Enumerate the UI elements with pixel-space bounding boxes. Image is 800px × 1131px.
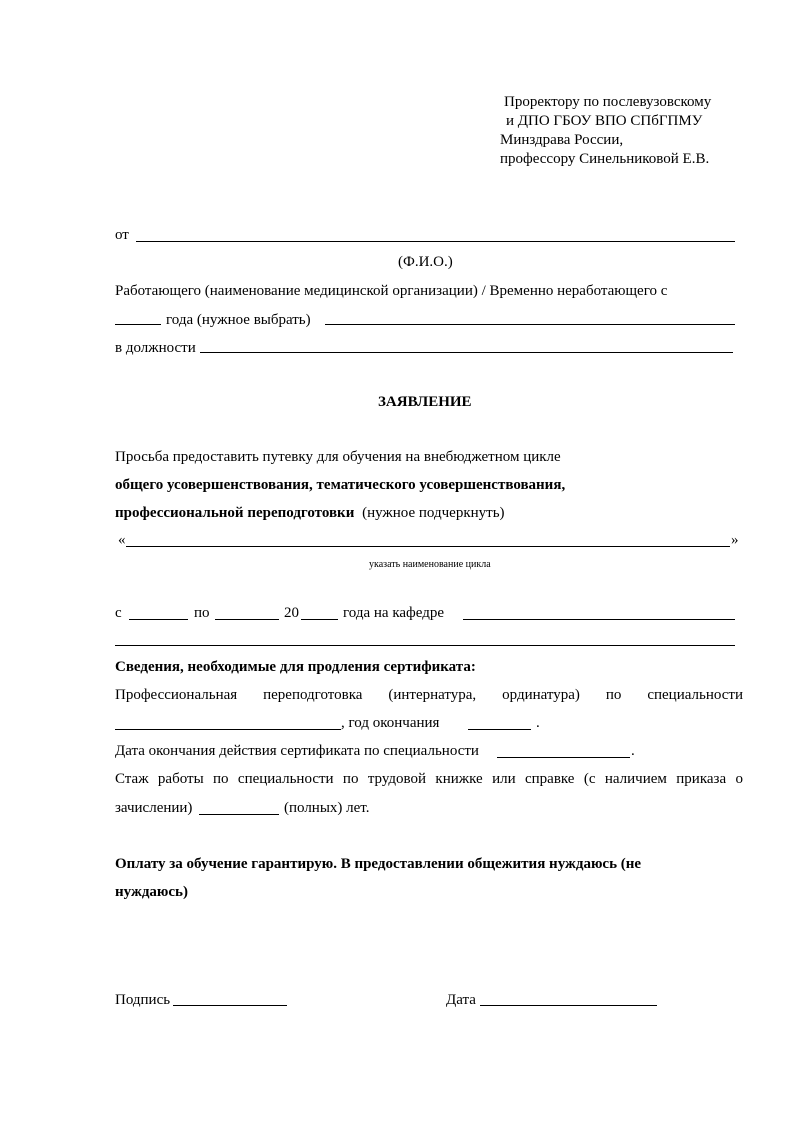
graduation-year-field[interactable] bbox=[468, 729, 531, 730]
year-suffix-field[interactable] bbox=[301, 619, 338, 620]
fio-field[interactable] bbox=[136, 241, 735, 242]
request-line-1: Просьба предоставить путевку для обучения на внебюджетном цикле bbox=[115, 449, 561, 465]
department-field[interactable] bbox=[463, 619, 735, 620]
quote-open: « bbox=[118, 532, 126, 548]
work-status-line: Работающего (наименование медицинской организации) / Временно неработающего с bbox=[115, 283, 668, 299]
request-line-3 bbox=[115, 504, 505, 523]
date-from-field[interactable] bbox=[129, 619, 188, 620]
retraining-line: Профессиональная переподготовка (интернатура, ординатура) по специальности bbox=[115, 687, 743, 703]
cycle-name-field[interactable] bbox=[126, 546, 730, 547]
underline-note: (нужное подчеркнуть) bbox=[362, 505, 505, 521]
date-from-label: с bbox=[115, 605, 122, 621]
position-label: в должности bbox=[115, 340, 196, 356]
expiry-date-field[interactable] bbox=[497, 757, 630, 758]
retraining-option: профессиональной переподготовки bbox=[115, 505, 355, 521]
fio-caption: (Ф.И.О.) bbox=[398, 254, 453, 270]
experience-line: Стаж работы по специальности по трудовой книжке или справке (с наличием приказа о bbox=[115, 771, 743, 787]
request-line-2: общего усовершенствования, тематического усовершенствования, bbox=[115, 477, 566, 493]
quote-close: » bbox=[731, 532, 739, 548]
graduation-period: . bbox=[536, 715, 540, 731]
years-label: (полных) лет. bbox=[284, 800, 370, 816]
organization-field[interactable] bbox=[325, 324, 735, 325]
guarantee-line-2: нуждаюсь) bbox=[115, 884, 188, 900]
signature-field[interactable] bbox=[173, 1005, 287, 1006]
cycle-caption: указать наименование цикла bbox=[369, 559, 491, 570]
addressee-line-4: профессору Синельниковой Е.В. bbox=[500, 151, 710, 167]
from-label: от bbox=[115, 227, 129, 243]
addressee-block bbox=[500, 93, 750, 169]
specialty-field[interactable] bbox=[115, 729, 341, 730]
addressee-line-2: и ДПО ГБОУ ВПО СПбГПМУ bbox=[506, 113, 703, 129]
signature-label: Подпись bbox=[115, 992, 171, 1008]
date-field[interactable] bbox=[480, 1005, 657, 1006]
document-title: ЗАЯВЛЕНИЕ bbox=[378, 394, 472, 410]
guarantee-line-1: Оплату за обучение гарантирую. В предоставлении общежития нуждаюсь (не bbox=[115, 856, 642, 872]
addressee-line-3: Минздрава России, bbox=[500, 132, 624, 148]
department-label: года на кафедре bbox=[343, 605, 445, 621]
enrollment-label: зачислении) bbox=[115, 800, 193, 816]
certificate-heading: Сведения, необходимые для продления сертификата: bbox=[115, 659, 476, 675]
expiry-label: Дата окончания действия сертификата по специальности bbox=[115, 743, 479, 759]
position-field[interactable] bbox=[200, 352, 733, 353]
date-to-field[interactable] bbox=[215, 619, 279, 620]
addressee-line-1: Проректору по послевузовскому bbox=[504, 94, 712, 110]
graduation-label: , год окончания bbox=[341, 715, 440, 731]
year-field[interactable] bbox=[115, 324, 161, 325]
year-note: года (нужное выбрать) bbox=[166, 312, 311, 328]
date-label: Дата bbox=[446, 992, 476, 1008]
experience-years-field[interactable] bbox=[199, 814, 279, 815]
date-to-label: по bbox=[194, 605, 210, 621]
expiry-period: . bbox=[631, 743, 635, 759]
year-prefix: 20 bbox=[284, 605, 299, 621]
department-field-continued[interactable] bbox=[115, 645, 735, 646]
